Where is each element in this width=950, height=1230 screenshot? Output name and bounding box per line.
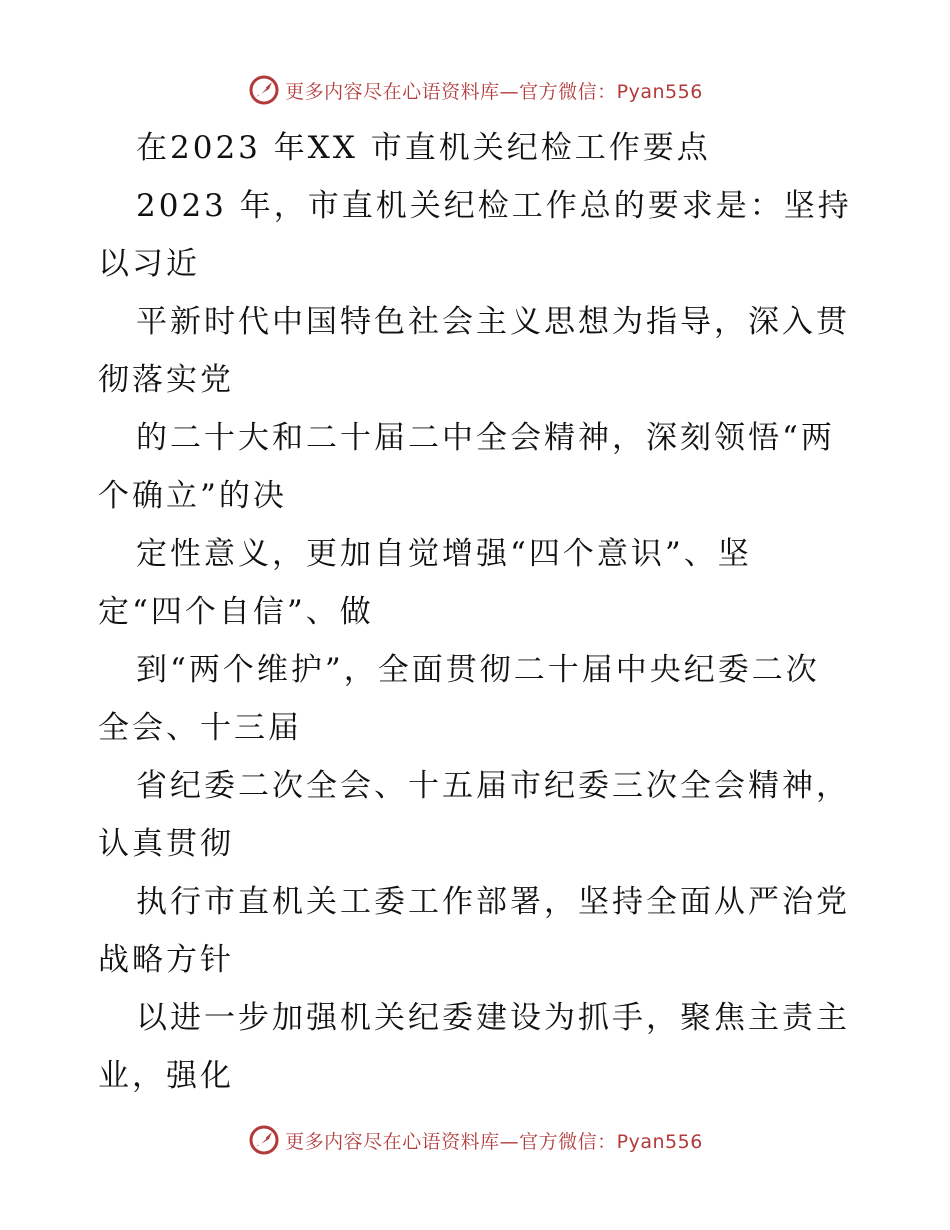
text-line: 以习近 <box>98 246 200 282</box>
text-line: 业，强化 <box>98 1058 234 1094</box>
text-line: 的二十大和二十届二中全会精神，深刻领悟“两 <box>136 420 835 456</box>
text-line: 省纪委二次全会、十五届市纪委三次全会精神， <box>136 768 850 804</box>
quill-logo-icon <box>247 73 281 107</box>
text-line: 定“四个自信”、做 <box>98 594 374 630</box>
text-line: 全会、十三届 <box>98 710 302 746</box>
text-line: 2023 年，市直机关纪检工作总的要求是：坚持 <box>136 188 852 224</box>
quill-logo-icon <box>247 1123 281 1157</box>
text-line: 战略方针 <box>98 942 234 978</box>
document-title: 在2023 年XX 市直机关纪检工作要点 <box>136 130 711 166</box>
text-line: 执行市直机关工委工作部署，坚持全面从严治党 <box>136 884 850 920</box>
text-line: 以进一步加强机关纪委建设为抓手，聚焦主责主 <box>136 1000 850 1036</box>
watermark-text: 更多内容尽在心语资料库—官方微信：Pyan556 <box>285 80 703 103</box>
text-line: 到“两个维护”，全面贯彻二十届中央纪委二次 <box>136 652 820 688</box>
watermark-footer <box>0 1122 950 1158</box>
text-line: 个确立”的决 <box>98 478 287 514</box>
text-line: 平新时代中国特色社会主义思想为指导，深入贯 <box>136 304 850 340</box>
watermark-header <box>0 72 950 108</box>
text-line: 认真贯彻 <box>98 826 234 862</box>
text-line: 彻落实党 <box>98 362 234 398</box>
watermark-text: 更多内容尽在心语资料库—官方微信：Pyan556 <box>285 1130 703 1153</box>
text-line: 定性意义，更加自觉增强“四个意识”、坚 <box>136 536 752 572</box>
